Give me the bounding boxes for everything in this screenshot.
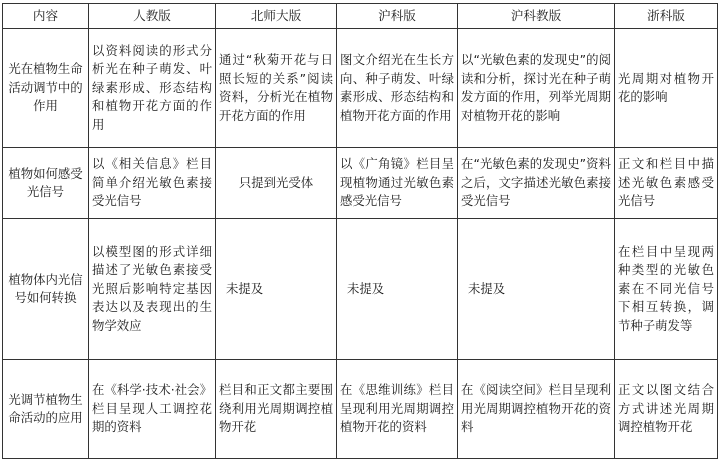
table-cell: 以《相关信息》栏目简单介绍光敏色素接受光信号	[89, 148, 216, 219]
table-cell: 未提及	[216, 219, 337, 360]
table-row	[3, 148, 718, 219]
table-cell: 只提到光受体	[216, 148, 337, 219]
table-header-row	[3, 4, 718, 29]
table-row	[3, 360, 718, 459]
table-cell: 未提及	[337, 219, 458, 360]
column-header-zheke: 浙科版	[615, 4, 718, 29]
row-topic: 光在植物生命活动调节中的作用	[3, 29, 89, 148]
table-cell: 正文和栏目中描述光敏色素感受光信号	[615, 148, 718, 219]
column-header-beishida: 北师大版	[216, 4, 337, 29]
table-row	[3, 219, 718, 360]
table-cell: 以“光敏色素的发现史”的阅读和分析，探讨光在种子萌发方面的作用，列举光周期对植物开花的影响	[458, 29, 615, 148]
row-topic: 植物体内光信号如何转换	[3, 219, 89, 360]
comparison-table	[2, 3, 718, 459]
table-cell: 栏目和正文都主要围绕利用光周期调控植物开花	[216, 360, 337, 459]
column-header-huke: 沪科版	[337, 4, 458, 29]
column-header-hukejiao: 沪科教版	[458, 4, 615, 29]
table-cell: 在栏目中呈现两种类型的光敏色素在不同光信号下相互转换，调节种子萌发等	[615, 219, 718, 360]
row-topic: 光调节植物生命活动的应用	[3, 360, 89, 459]
table-cell: 未提及	[458, 219, 615, 360]
table-cell: 在《阅读空间》栏目呈现利用光周期调控植物开花的资料	[458, 360, 615, 459]
row-topic: 植物如何感受光信号	[3, 148, 89, 219]
table-cell: 以模型图的形式详细描述了光敏色素接受光照后影响特定基因表达以及表现出的生物学效应	[89, 219, 216, 360]
table-cell: 图文介绍光在生长方向、种子萌发、叶绿素形成、形态结构和植物开花方面的作用	[337, 29, 458, 148]
column-header-content: 内容	[3, 4, 89, 29]
table-cell: 在《科学·技术·社会》栏目呈现人工调控花期的资料	[89, 360, 216, 459]
table-cell: 光周期对植物开花的影响	[615, 29, 718, 148]
table-cell: 以《广角镜》栏目呈现植物通过光敏色素感受光信号	[337, 148, 458, 219]
table-cell: 在“光敏色素的发现史”资料之后，文字描述光敏色素接受光信号	[458, 148, 615, 219]
table-row	[3, 29, 718, 148]
table-cell: 通过“秋菊开花与日照长短的关系”阅读资料，分析光在植物开花方面的作用	[216, 29, 337, 148]
table-cell: 在《思维训练》栏目呈现利用光周期调控植物开花的资料	[337, 360, 458, 459]
column-header-renjiao: 人教版	[89, 4, 216, 29]
table-cell: 正文以图文结合方式讲述光周期调控植物开花	[615, 360, 718, 459]
table-cell: 以资料阅读的形式分析光在种子萌发、叶绿素形成、形态结构和植物开花方面的作用	[89, 29, 216, 148]
